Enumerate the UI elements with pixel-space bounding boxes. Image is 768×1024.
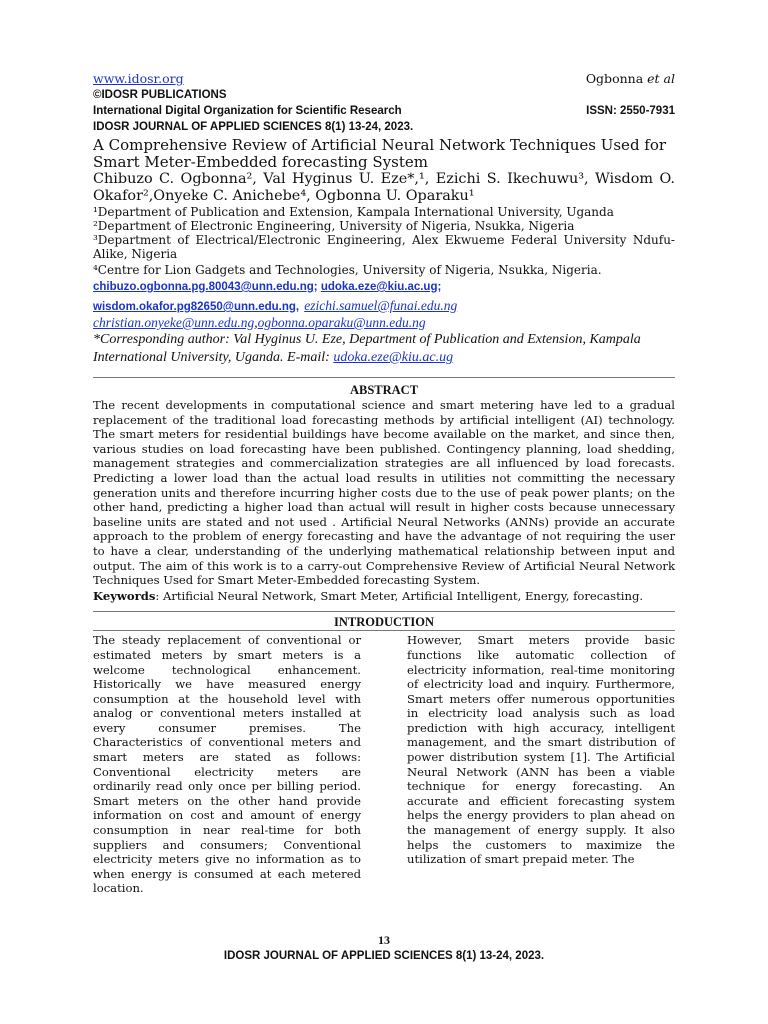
email-link-2[interactable]: udoka.eze@kiu.ac.ug: [320, 281, 438, 293]
organization-row: [93, 103, 675, 119]
affiliations: [93, 205, 675, 277]
page-number: 13: [378, 933, 390, 947]
keywords: [93, 589, 675, 604]
email-line-1: chibuzo.ogbonna.pg.80043@unn.edu.ng; udoka.eze@kiu.ac.ug;: [93, 281, 442, 293]
corresponding-text: *Corresponding author: Val Hyginus U. Eze, Department of Publication and Extension, Kampala International University, Uganda. E-mail:: [93, 332, 641, 365]
affiliation-2: ²Department of Electronic Engineering, University of Nigeria, Nsukka, Nigeria: [93, 219, 575, 233]
affiliation-4: ⁴Centre for Lion Gadgets and Technologies, University of Nigeria, Nsukka, Nigeria.: [93, 263, 602, 277]
website-link[interactable]: www.idosr.org: [93, 71, 184, 86]
journal-line: IDOSR JOURNAL OF APPLIED SCIENCES 8(1) 13-24, 2023.: [93, 121, 414, 133]
author-list: Chibuzo C. Ogbonna², Val Hyginus U. Eze*,¹, Ezichi S. Ikechuwu³, Wisdom O. Okafor²,Onyeke C. Anichebe⁴, Ogbonna U. Oparaku¹: [93, 171, 675, 204]
email-link-5[interactable]: christian.onyeke@unn.edu.ng: [93, 315, 255, 330]
divider-intro: [93, 630, 675, 631]
running-head: [586, 70, 675, 87]
abstract-body: The recent developments in computational science and smart metering have led to a gradual replacement of the traditional load forecasting methods by artificial intelligent (AI) technology. The smart meters for residential buildings have become available on the market, and since then, various studies on load forecasting have been published. Contingency planning, load shedding, management strategies and commercialization strategies are all influenced by load forecasts. Predicting a lower load than the actual load results in utilities not committing the necessary generation units and therefore incurring higher costs due to the use of peak power plants; on the other hand, predicting a higher load than actual will result in higher costs because unnecessary baseline units are stated and not used . Artificial Neural Networks (ANNs) provide an accurate approach to the problem of energy forecasting and have the advantage of not requiring the user to have a clear, understanding of the underlying mathematical relationship between input and output. The aim of this work is to a carry-out Comprehensive Review of Artificial Neural Network Techniques Used for Smart Meter-Embedded forecasting System.: [93, 398, 675, 588]
introduction-heading: INTRODUCTION: [333, 615, 434, 630]
publisher-line: ©IDOSR PUBLICATIONS: [93, 89, 227, 101]
paper-page: [93, 70, 675, 896]
email-link-6[interactable]: ogbonna.oparaku@unn.edu.ng: [257, 315, 426, 330]
column-left: The steady replacement of conventional or estimated meters by smart meters is a welcome technological enhancement. Historically we have measured energy consumption at the household level with analog or conventional meters installed at every consumer premises. The Characteristics of conventional meters and smart meters are stated as follows: Conventional electricity meters are ordinarily read only once per billing period. Smart meters on the other hand provide information on cost and amount of energy consumption in near real-time for both suppliers and consumers; Conventional electricity meters give no information as to when energy is consumed at each metered location.: [93, 633, 361, 896]
email-link-1[interactable]: chibuzo.ogbonna.pg.80043@unn.edu.ng: [93, 281, 314, 293]
issn: ISSN: 2550-7931: [586, 105, 675, 117]
organization-name: International Digital Organization for Scientific Research: [93, 105, 402, 117]
keywords-label: Keywords: [93, 588, 156, 603]
email-link-4[interactable]: ezichi.samuel@funai.edu.ng: [304, 298, 458, 313]
affiliation-3: ³Department of Electrical/Electronic Engineering, Alex Ekwueme Federal University Ndufu-Alike, Nigeria: [93, 233, 675, 261]
keywords-list: : Artificial Neural Network, Smart Meter, Artificial Intelligent, Energy, forecasting.: [155, 588, 644, 603]
running-etal: et al: [647, 71, 675, 86]
column-right: However, Smart meters provide basic functions like automatic collection of electricity information, real-time monitoring of electricity load and inquiry. Furthermore, Smart meters offer numerous opportunities in electricity load analysis such as load prediction with high accuracy, intelligent management, and the smart distribution of power distribution system [1]. The Artificial Neural Network (ANN has been a viable technique for energy forecasting. An accurate and efficient forecasting system helps the energy providers to plan ahead on the management of energy supply. It also helps the customers to maximize the utilization of smart prepaid meter. The: [407, 633, 675, 867]
running-author: Ogbonna: [585, 71, 644, 86]
divider-top: [93, 377, 675, 378]
corresponding-email[interactable]: udoka.eze@kiu.ac.ug: [333, 350, 454, 365]
email-link-3[interactable]: wisdom.okafor.pg82650@unn.edu.ng: [93, 301, 296, 313]
email-line-2: wisdom.okafor.pg82650@unn.edu.ng, ezichi.samuel@funai.edu.ng: [93, 298, 458, 313]
corresponding-author: [93, 331, 675, 367]
abstract-heading: ABSTRACT: [349, 383, 419, 397]
footer-journal: IDOSR JOURNAL OF APPLIED SCIENCES 8(1) 13-24, 2023.: [223, 950, 545, 962]
header-top-row: [93, 70, 675, 87]
paper-title: A Comprehensive Review of Artificial Neural Network Techniques Used for Smart Meter-Embedded forecasting System: [93, 136, 667, 171]
email-line-3: christian.onyeke@unn.edu.ng,ogbonna.oparaku@unn.edu.ng: [93, 315, 426, 330]
affiliation-1: ¹Department of Publication and Extension, Kampala International University, Uganda: [93, 205, 614, 219]
divider-middle: [93, 611, 675, 612]
two-column-body: [93, 633, 675, 896]
